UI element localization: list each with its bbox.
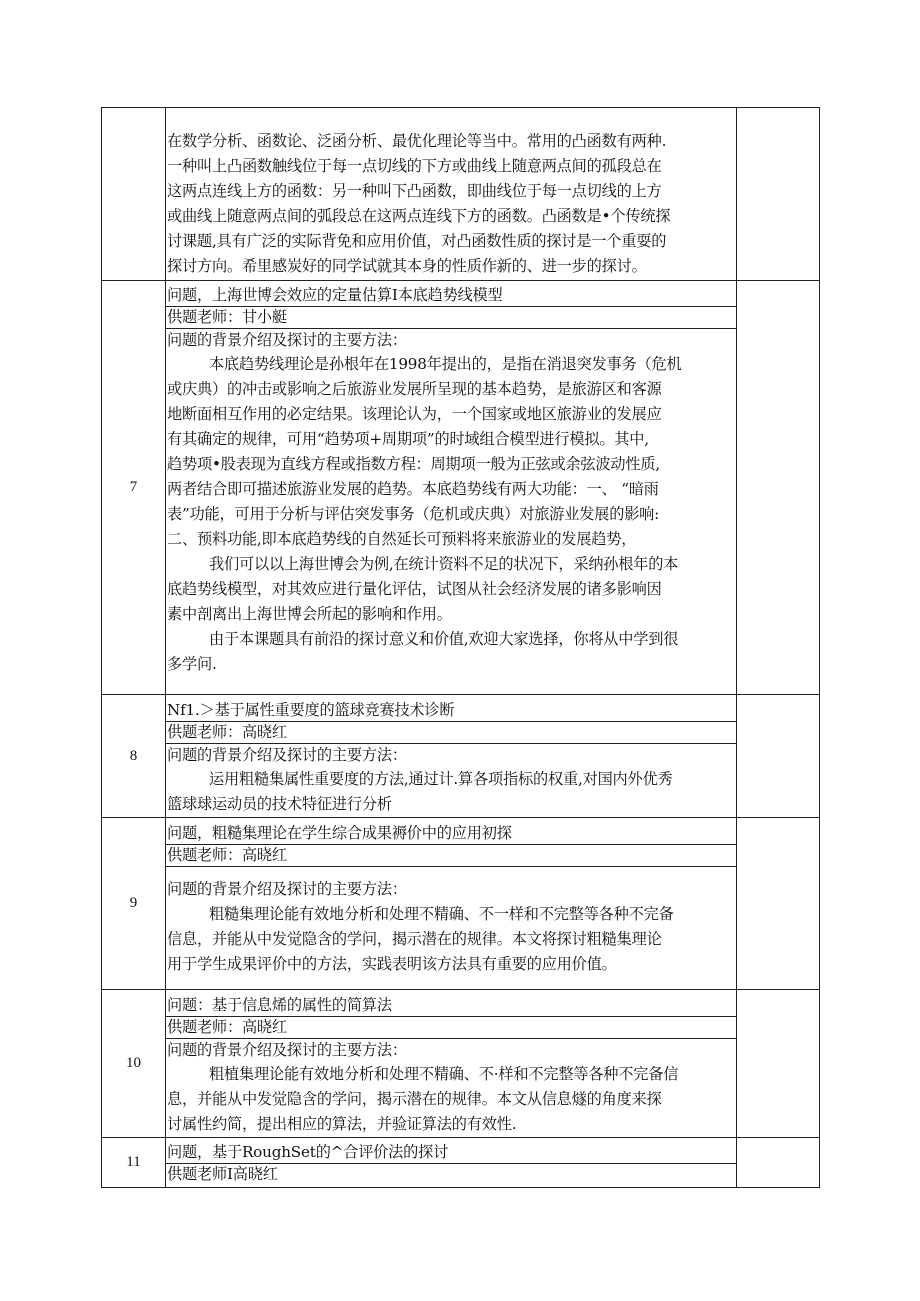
- paragraph-line: 粗植集理论能有效地分析和处理不精确、不·样和不完整等各种不完备信: [209, 1065, 679, 1083]
- topic-teacher: 供题老师I高晓红: [167, 1165, 278, 1183]
- method-label: 问题的背景介绍及探讨的主要方法：: [167, 880, 407, 898]
- method-label: 问题的背景介绍及探讨的主要方法：: [167, 1041, 407, 1059]
- remarks-cell: [737, 695, 820, 818]
- topics-table: [101, 107, 820, 1188]
- table-row: [102, 281, 820, 695]
- remarks-cell: [737, 281, 820, 695]
- row-number-cell: 7: [102, 281, 166, 695]
- row-number-cell: 8: [102, 695, 166, 818]
- topic-title: 问题，基于RoughSet的^合评价法的探讨: [166, 1138, 736, 1164]
- topic-title: 问题：基于信息烯的属性的简算法: [166, 990, 736, 1017]
- table-row: [102, 818, 820, 990]
- table-row: [102, 990, 820, 1138]
- topic-teacher: 供题老师：甘小艇: [166, 307, 736, 329]
- topic-title: Nf1.＞基于属性重要度的篮球竞赛技术诊断: [166, 695, 736, 722]
- row-number-cell: 10: [102, 990, 166, 1138]
- paragraph-line: 趋势项•股表现为直线方程或指数方程：周期项一般为正弦或余弦波动性质,: [167, 455, 660, 473]
- topic-cell: [166, 818, 737, 990]
- intro-cell: [166, 108, 737, 281]
- paragraph-line: 讨属性约简，提出相应的算法，并验证算法的有效性.: [167, 1115, 517, 1133]
- topic-title: 问题，上海世博会效应的定量估算I本底趋势线模型: [166, 281, 736, 307]
- topic-title: 问题，粗糙集理论在学生综合成果褥价中的应用初探: [166, 818, 736, 845]
- topic-teacher: 供题老师：高晓红: [166, 1017, 736, 1039]
- paragraph-line: 由于本课题具有前沿的探讨意义和价值,欢迎大家选择，你将从中学到很: [209, 630, 679, 648]
- table-row: [102, 108, 820, 281]
- paragraph-line: 粗糙集理论能有效地分析和处理不精确、不一样和不完整等各种不完备: [209, 905, 674, 923]
- remarks-cell: [737, 990, 820, 1138]
- paragraph-line: 表”功能，可用于分析与评估突发事务（危机或庆典）对旅游业发展的影响:: [167, 505, 660, 523]
- topic-cell: [166, 990, 737, 1138]
- paragraph-line: 多学问.: [167, 655, 217, 673]
- remarks-cell: [737, 1138, 820, 1188]
- intro-line: 探讨方向。希里感炭好的同学试就其本身的性质作新的、进一步的探讨。: [167, 257, 647, 275]
- paragraph-line: 信息，并能从中发觉隐含的学问，揭示潜在的规律。本文将探讨粗糙集理论: [167, 930, 662, 948]
- paragraph-line: 素中剖离出上海世博会所起的影响和作用。: [167, 605, 452, 623]
- table-row: [102, 1138, 820, 1188]
- paragraph-line: 运用粗糙集属性重要度的方法,通过计.算各项指标的权重,对国内外优秀: [209, 770, 673, 788]
- row-number-cell: [102, 108, 166, 281]
- topic-teacher: 供题老师：高晓红: [166, 845, 736, 867]
- table-row: [102, 695, 820, 818]
- intro-line: 一种叫上凸函数触线位于每一点切线的下方或曲线上随意两点间的孤段总在: [167, 157, 662, 175]
- remarks-cell: [737, 108, 820, 281]
- paragraph-line: 两者结合即可描述旅游业发展的趋势。本底趋势线有两大功能：一、 “暗雨: [167, 480, 659, 498]
- topic-cell: [166, 695, 737, 818]
- paragraph-line: 用于学生成果评价中的方法，实践表明该方法具有重要的应用价值。: [167, 955, 617, 973]
- paragraph-line: 或庆典）的冲击或影响之后旅游业发展所呈现的基本趋势，是旅游区和客源: [167, 380, 662, 398]
- topic-cell: [166, 1138, 737, 1188]
- intro-line: 讨课题,具有广泛的实际背免和应用价值，对凸函数性质的探讨是一个重耍的: [167, 232, 667, 250]
- method-label: 问题的背景介绍及探讨的主要方法：: [167, 746, 407, 764]
- intro-line: 或曲线上随意两点间的弧段总在这两点连线下方的函数。凸函数是•个传统探: [167, 207, 671, 225]
- paragraph-line: 地断面相互作用的必定结果。该理论认为，一个国家或地区旅游业的发展应: [167, 405, 662, 423]
- remarks-cell: [737, 818, 820, 990]
- row-number-cell: 9: [102, 818, 166, 990]
- paragraph-line: 篮球球运动员的技术特征进行分析: [167, 795, 392, 813]
- paragraph-line: 有其确定的规律，可用“趋势项+周期项”的时域组合模型进行模拟。其中,: [167, 430, 649, 448]
- paragraph-line: 本底趋势线理论是孙根年在1998年提出的，是指在消退突发事务（危机: [209, 355, 682, 373]
- paragraph-line: 息，并能从中发觉隐含的学问，揭示潜在的规律。本文从信息燧的角度来探: [167, 1090, 662, 1108]
- topic-teacher: 供题老师：高晓红: [166, 722, 736, 744]
- paragraph-line: 二、预料功能,即本底趋势线的自然延长可预料将来旅游业的发展趋势，: [167, 530, 637, 548]
- intro-line: 这两点连线上方的函数：另一种叫下凸函数，即曲线位于每一点切线的上方: [167, 182, 662, 200]
- paragraph-line: 我们可以以上海世博会为例,在统计资料不足的状况下，采纳孙根年的本: [209, 555, 679, 573]
- row-number-cell: 11: [102, 1138, 166, 1188]
- intro-line: 在数学分析、函数论、泛函分析、最优化理论等当中。常用的凸函数有两种.: [167, 132, 667, 150]
- method-label: 问题的背景介绍及探讨的主要方法：: [167, 331, 407, 349]
- paragraph-line: 底趋势线模型，对其效应进行量化评估，试图从社会经济发展的诸多影响因: [167, 580, 662, 598]
- topic-cell: [166, 281, 737, 695]
